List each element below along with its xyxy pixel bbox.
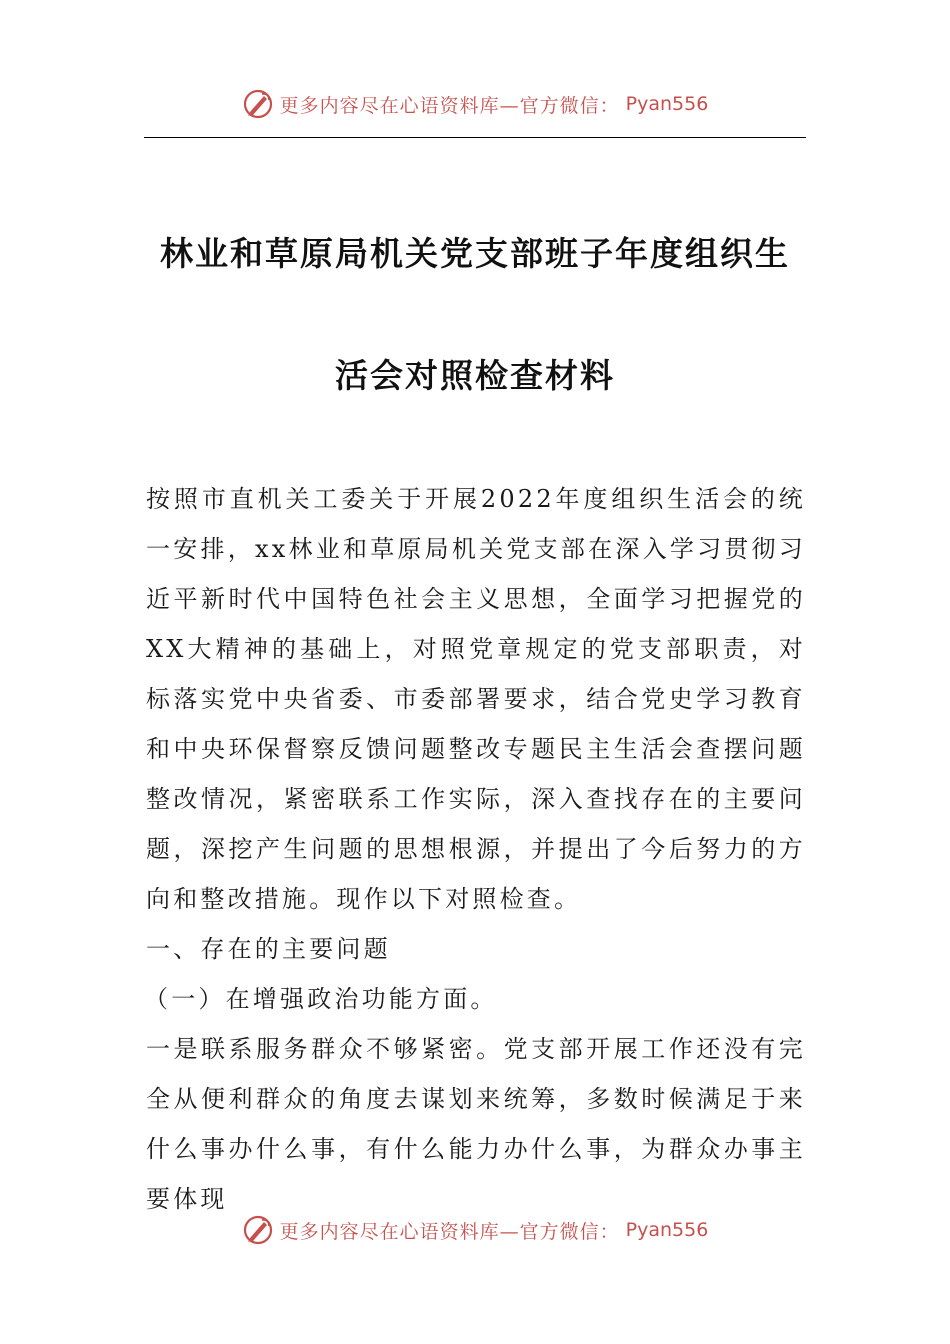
subsection-heading: （一）在增强政治功能方面。 bbox=[144, 985, 498, 1013]
section-heading: 一、存在的主要问题 bbox=[146, 935, 391, 963]
document-title-line-1: 林业和草原局机关党支部班子年度组织生 bbox=[160, 234, 790, 273]
document-title-line-2: 活会对照检查材料 bbox=[335, 356, 615, 395]
point-paragraph: 一是联系服务群众不够紧密。党支部开展工作还没有完全从便利群众的角度去谋划来统筹，多数时候满足于来什么事办什么事，有什么能力办什么事，为群众办事主要体现 bbox=[146, 1035, 806, 1213]
footer-banner bbox=[0, 1210, 950, 1250]
pen-logo-icon bbox=[242, 1214, 274, 1246]
banner-text: 更多内容尽在心语资料库—官方微信： bbox=[279, 94, 620, 117]
intro-paragraph: 按照市直机关工委关于开展2022年度组织生活会的统一安排，xx林业和草原局机关党支部在深入学习贯彻习近平新时代中国特色社会主义思想，全面学习把握党的XX大精神的基础上，对照党章规定的党支部职责，对标落实党中央省委、市委部署要求，结合党史学习教育和中央环保督察反馈问题整改专题民主生活会查摆问题整改情况，紧密联系工作实际，深入查找存在的主要问题，深挖产生问题的思想根源，并提出了今后努力的方向和整改措施。现作以下对照检查。 bbox=[146, 485, 806, 913]
banner-wechat-id: Pyan556 bbox=[625, 1219, 709, 1241]
header-banner bbox=[0, 84, 950, 124]
banner-text: 更多内容尽在心语资料库—官方微信： bbox=[279, 1220, 620, 1243]
header-divider bbox=[144, 137, 806, 138]
pen-logo-icon bbox=[242, 88, 274, 120]
banner-wechat-id: Pyan556 bbox=[625, 93, 709, 115]
